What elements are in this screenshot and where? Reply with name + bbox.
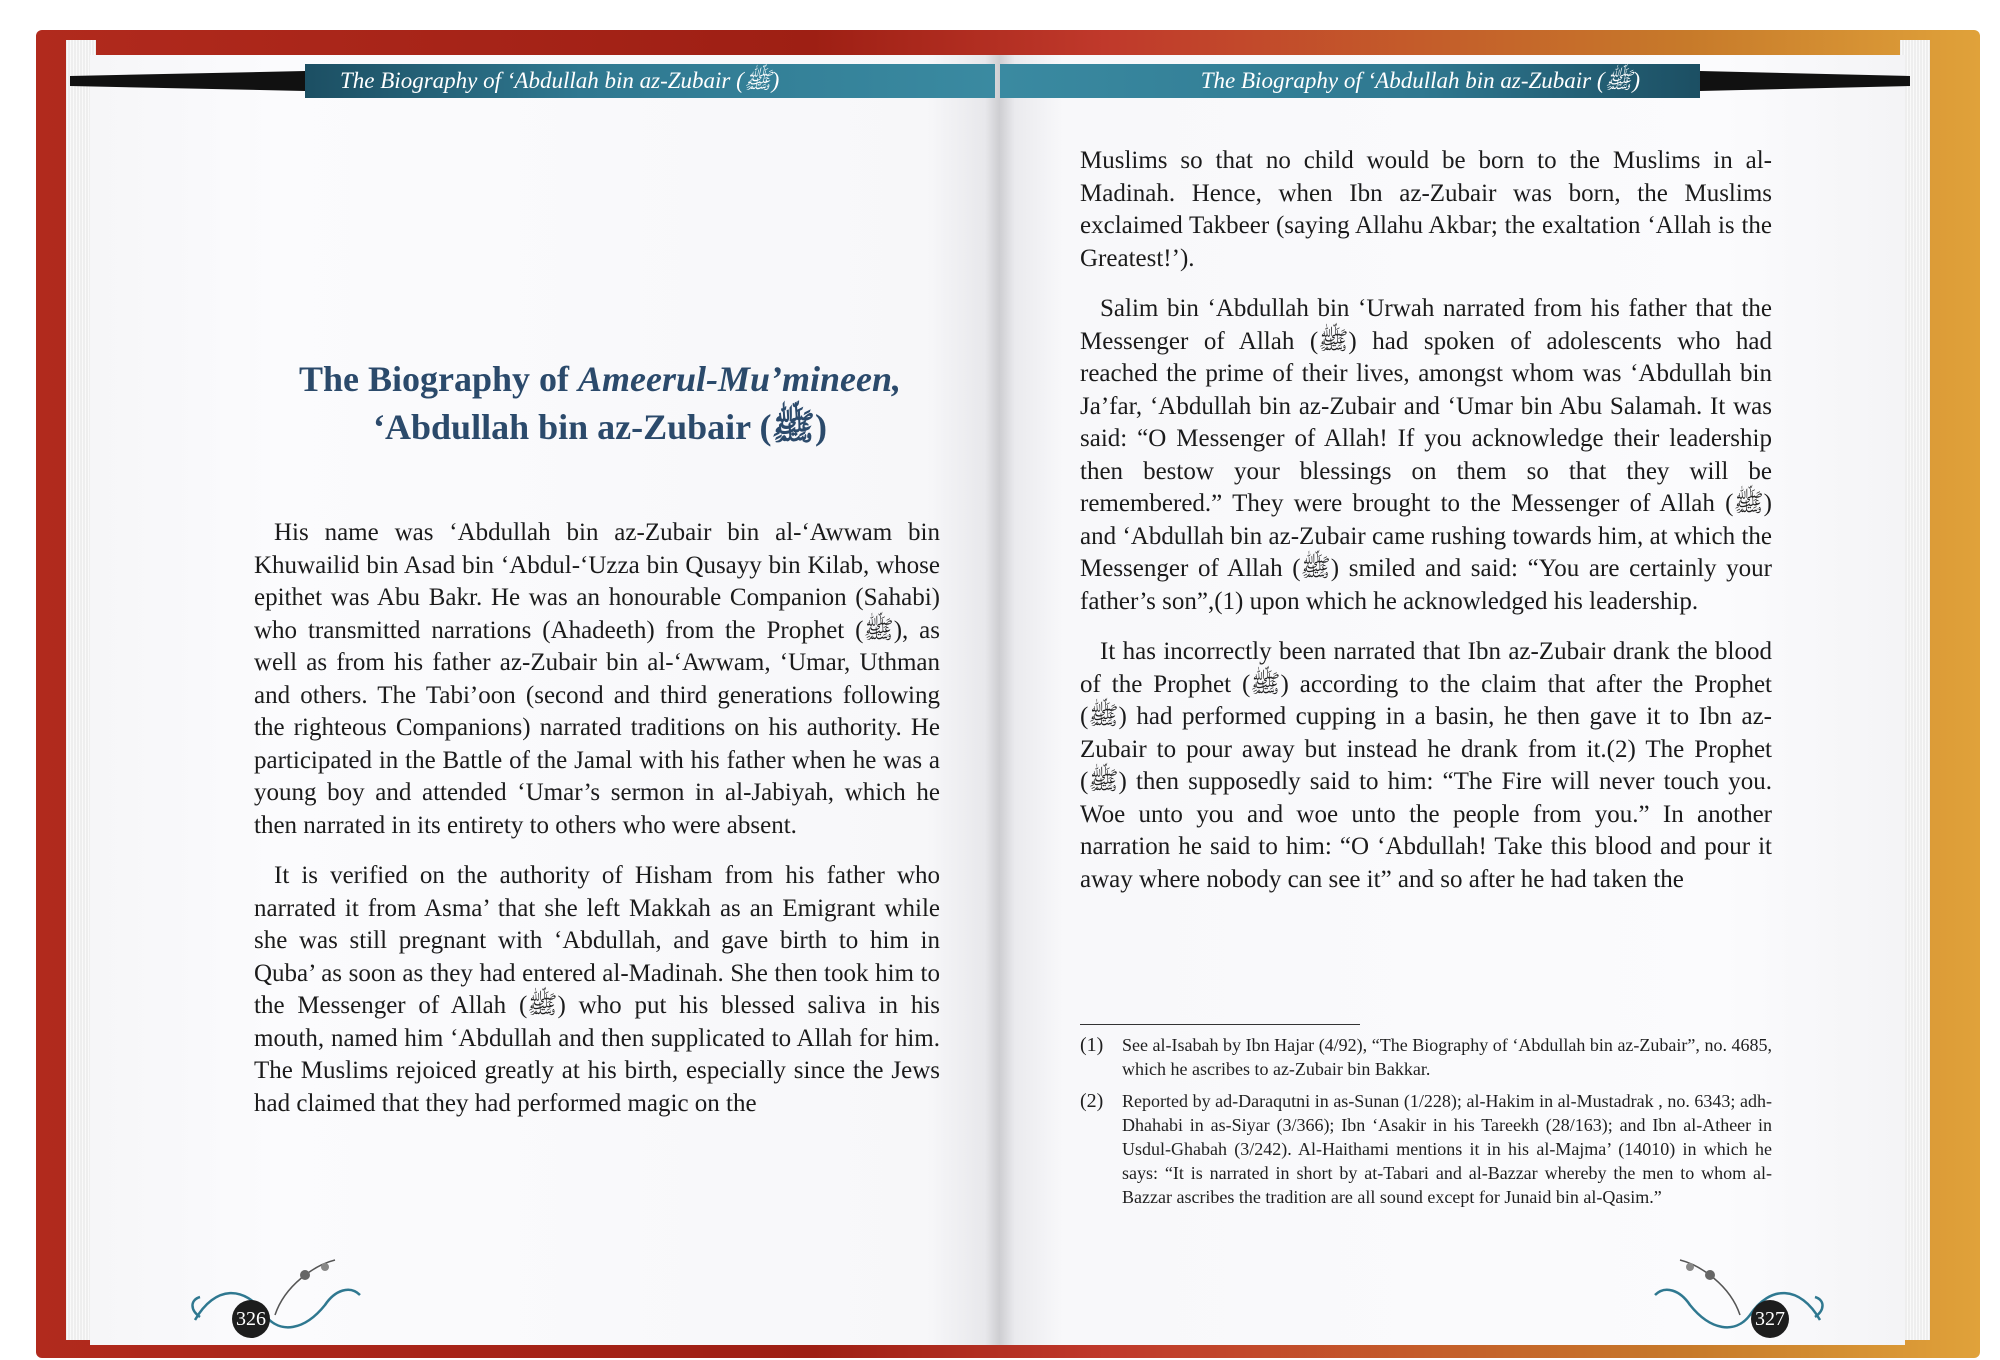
floral-ornament-right-icon bbox=[1650, 1245, 1830, 1345]
heading-prefix: The Biography of bbox=[298, 359, 579, 399]
footnote-divider bbox=[1080, 1024, 1360, 1025]
floral-ornament-left-icon bbox=[185, 1245, 365, 1345]
paragraph: It has incorrectly been narrated that Ibn az-Zubair drank the blood of the Prophet (ﷺ) according to the claim that after the Prophet (ﷺ) had performed cupping in a basin, he then gave it to Ibn az-Zubair to pour away but instead he drank from it.(2) The Prophet (ﷺ) then supposedly said to him: “The Fire will never touch you. Woe unto you and woe unto the people from you.” In another narration he said to him: “O ‘Abdullah! Take this blood and pour it away where nobody can see it” and so after he had taken the bbox=[1080, 638, 1772, 893]
page-number-right: 327 bbox=[1751, 1300, 1789, 1338]
page-number-left: 326 bbox=[232, 1300, 270, 1338]
footnote-text: See al-Isabah by Ibn Hajar (4/92), “The Biography of ‘Abdullah bin az-Zubair”, no. 4685, which he ascribes to az-Zubair bin Bakkar. bbox=[1122, 1035, 1772, 1079]
book-spine bbox=[985, 55, 1015, 1345]
chapter-heading bbox=[250, 355, 950, 451]
right-body-text bbox=[1080, 145, 1772, 914]
paragraph: It is verified on the authority of Hisham from his father who narrated it from Asma’ that she left Makkah as an Emigrant while she was still pregnant with ‘Abdullah, and gave birth to him in Quba’ as soon as they had entered al-Madinah. She then took him to the Messenger of Allah (ﷺ) who put his blessed saliva in his mouth, named him ‘Abdullah and then supplicated to Allah for him. The Muslims rejoiced greatly at his birth, especially since the Jews had claimed that they had performed magic on the bbox=[254, 862, 941, 1117]
footnote-number: (2) bbox=[1080, 1090, 1104, 1112]
footnote bbox=[1080, 1033, 1772, 1081]
paragraph: His name was ‘Abdullah bin az-Zubair bin al-‘Awwam bin Khuwailid bin Asad bin ‘Abdul-‘Uzza bin Qusayy bin Kilab, whose epithet was Abu Bakr. He was an honourable Companion (Sahabi) who transmitted narrations (Ahadeeth) from the Prophet (ﷺ), as well as from his father az-Zubair bin al-‘Awwam, ‘Umar, Uthman and others. The Tabi’oon (second and third generations following the righteous Companions) narrated traditions on his authority. He participated in the Battle of the Jamal with his father when he was a young boy and attended ‘Umar’s sermon in al-Jabiyah, which he then narrated in its entirety to others who were absent. bbox=[254, 519, 940, 839]
paragraph: Muslims so that no child would be born to the Muslims in al-Madinah. Hence, when Ibn az-Zubair was born, the Muslims exclaimed Takbeer (saying Allahu Akbar; the exaltation ‘Allah is the Greatest!’). bbox=[1080, 147, 1772, 272]
heading-line-1 bbox=[250, 355, 950, 403]
footnote-text: Reported by ad-Daraqutni in as-Sunan (1/228); al-Hakim in al-Mustadrak , no. 6343; adh-Dhahabi in as-Siyar (3/366); Ibn ‘Asakir in his Tareekh (28/163); and Ibn al-Atheer in Usdul-Ghabah (3/242). Al-Haithami mentions it in his al-Majma’ (14010) in which he says: “It is narrated in short by at-Tabari and al-Bazzar whereby the men to whom al-Bazzar ascribes the tradition are all sound except for Junaid bin al-Qasim.” bbox=[1122, 1091, 1772, 1207]
heading-line-2: ‘Abdullah bin az-Zubair (ﷺ) bbox=[373, 407, 827, 447]
footnote-number: (1) bbox=[1080, 1034, 1104, 1056]
paragraph: Salim bin ‘Abdullah bin ‘Urwah narrated from his father that the Messenger of Allah (ﷺ) had spoken of adolescents who had reached the prime of their lives, amongst whom was ‘Abdullah bin Ja’far, ‘Abdullah bin az-Zubair and ‘Umar bin Abu Salamah. It was said: “O Messenger of Allah! If you acknowledge their leadership then bestow your blessings on them so that they will be remembered.” They were brought to the Messenger of Allah (ﷺ) and ‘Abdullah bin az-Zubair came rushing towards him, at which the Messenger of Allah (ﷺ) smiled and said: “You are certainly your father’s son”,(1) upon which he acknowledged his leadership. bbox=[1080, 295, 1772, 615]
footnotes bbox=[1080, 1033, 1772, 1217]
running-header-left: The Biography of ‘Abdullah bin az-Zubair (ﷺ) bbox=[305, 64, 995, 98]
heading-italic: Ameerul-Mu’mineen, bbox=[578, 359, 902, 399]
left-body-text bbox=[254, 517, 940, 1138]
footnote bbox=[1080, 1089, 1772, 1209]
running-header-right: The Biography of ‘Abdullah bin az-Zubair (ﷺ) bbox=[1000, 64, 1700, 98]
